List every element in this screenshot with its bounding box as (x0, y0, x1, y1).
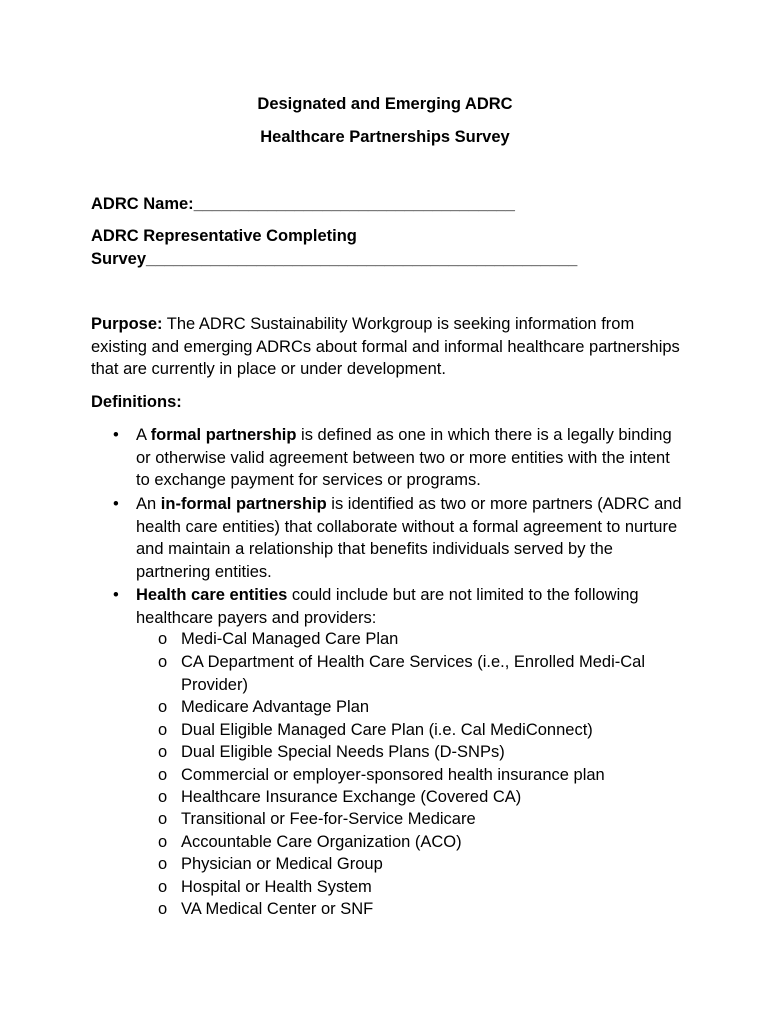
entity-item (158, 786, 688, 809)
entity-text: Accountable Care Organization (ACO) (181, 833, 462, 851)
circle-marker-icon: o (158, 788, 168, 806)
circle-marker-icon: o (158, 766, 168, 784)
adrc-name-blank: ___________________________________ (193, 195, 515, 213)
purpose-text: The ADRC Sustainability Workgroup is seeking information from existing and emerging ADRCs about formal and informal healthcare partnerships that are currently in place or under development. (91, 315, 680, 378)
entity-text: Hospital or Health System (181, 878, 372, 896)
definition-item (113, 584, 683, 629)
entity-item (158, 853, 688, 876)
definition-text: is identified as two or more partners (ADRC and health care entities) that collaborate without a formal agreement to nurture and maintain a relationship that benefits individuals served by the partnering entities. (136, 495, 682, 581)
entity-text: Dual Eligible Managed Care Plan (i.e. Cal MediConnect) (181, 721, 593, 739)
entity-text: Dual Eligible Special Needs Plans (D-SNPs) (181, 743, 505, 761)
circle-marker-icon: o (158, 900, 168, 918)
title-line-1: Designated and Emerging ADRC (257, 95, 513, 113)
entity-item (158, 764, 688, 787)
entity-text: Medi-Cal Managed Care Plan (181, 630, 399, 648)
circle-marker-icon: o (158, 743, 168, 761)
entity-item (158, 741, 688, 764)
definition-item (113, 424, 683, 492)
circle-marker-icon: o (158, 721, 168, 739)
definition-prefix: A (136, 426, 151, 444)
representative-label-line1: ADRC Representative Completing (91, 227, 357, 245)
title-line-2: Healthcare Partnerships Survey (260, 128, 510, 146)
representative-blank: _______________________________________________ (146, 250, 578, 268)
purpose-paragraph (91, 313, 691, 381)
entity-item (158, 831, 688, 854)
bullet-icon: • (113, 426, 119, 444)
entity-item (158, 628, 688, 651)
representative-field (91, 250, 577, 269)
circle-marker-icon: o (158, 810, 168, 828)
definition-text: is defined as one in which there is a legally binding or otherwise valid agreement between two or more entities with the intent to exchange payment for services or programs. (136, 426, 672, 489)
definitions-heading: Definitions: (91, 393, 182, 411)
adrc-name-field (91, 195, 515, 214)
bullet-icon: • (113, 495, 119, 513)
circle-marker-icon: o (158, 833, 168, 851)
circle-marker-icon: o (158, 653, 168, 671)
definition-term: in-formal partnership (160, 495, 327, 513)
definition-term: formal partnership (150, 426, 297, 444)
entity-item (158, 651, 688, 696)
bullet-icon: • (113, 586, 119, 604)
entity-item (158, 719, 688, 742)
entity-item (158, 696, 688, 719)
entity-text: Physician or Medical Group (181, 855, 383, 873)
entity-item (158, 898, 688, 921)
entity-item (158, 808, 688, 831)
definition-text: could include but are not limited to the following healthcare payers and providers: (136, 586, 639, 627)
entity-item (158, 876, 688, 899)
representative-label-line2: Survey (91, 250, 147, 268)
entity-text: Healthcare Insurance Exchange (Covered CA) (181, 788, 522, 806)
adrc-name-label: ADRC Name: (91, 195, 194, 213)
circle-marker-icon: o (158, 855, 168, 873)
definition-term: Health care entities (136, 586, 288, 604)
circle-marker-icon: o (158, 698, 168, 716)
definition-item (113, 493, 683, 583)
circle-marker-icon: o (158, 630, 168, 648)
entity-text: Medicare Advantage Plan (181, 698, 370, 716)
entity-text: Commercial or employer-sponsored health insurance plan (181, 766, 605, 784)
purpose-label: Purpose: (91, 315, 163, 333)
entity-text: VA Medical Center or SNF (181, 900, 374, 918)
circle-marker-icon: o (158, 878, 168, 896)
entity-text: Transitional or Fee-for-Service Medicare (181, 810, 476, 828)
definition-prefix: An (136, 495, 161, 513)
entity-text: CA Department of Health Care Services (i.e., Enrolled Medi-Cal Provider) (181, 653, 646, 694)
